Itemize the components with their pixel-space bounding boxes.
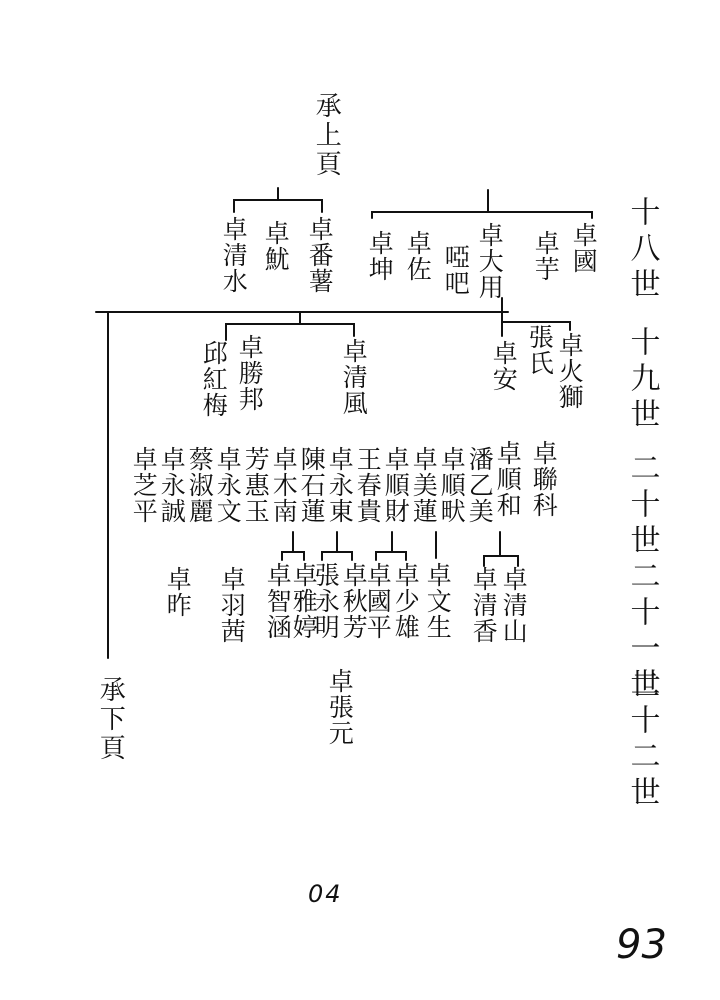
person-gen21: 卓秋芳: [339, 562, 369, 640]
person-gen18: 卓番薯: [305, 216, 335, 294]
generation-label-20: 二十世: [624, 452, 660, 560]
bracket-gen21-e: [484, 556, 518, 566]
person-gen20: 蔡淑麗: [185, 446, 215, 524]
person-gen18: 卓清水: [219, 216, 249, 294]
person-gen19: 邱紅梅: [199, 340, 229, 418]
person-gen21: 卓羽茜: [217, 566, 247, 644]
person-gen18: 卓芋: [531, 230, 561, 282]
person-gen20: 卓永東: [325, 446, 355, 524]
continued-from-previous-page: 承上頁: [311, 92, 342, 179]
person-gen20: 卓永誠: [157, 446, 187, 524]
person-gen18: 卓大用: [475, 222, 505, 300]
person-gen21: 卓清香: [469, 566, 499, 644]
person-gen20: 卓美蓮: [409, 446, 439, 524]
person-gen20: 陳石蓮: [297, 446, 327, 524]
person-gen20: 芳惠玉: [241, 446, 271, 524]
person-gen20: 卓順畎: [437, 446, 467, 524]
person-gen21: 卓少雄: [391, 562, 421, 640]
person-gen20: 潘乙美: [465, 446, 495, 524]
generation-label-22: 二十二世: [624, 668, 660, 812]
person-gen20: 卓木南: [269, 446, 299, 524]
page-number-center: 04: [308, 880, 343, 908]
person-gen21: 卓昨: [163, 566, 193, 618]
person-gen21: 卓國平: [363, 562, 393, 640]
continued-on-next-page: 承下頁: [95, 676, 126, 763]
person-gen19: 卓勝邦: [235, 334, 265, 412]
person-gen21: 張永明: [311, 562, 341, 640]
bracket-gen18-right: [372, 212, 592, 218]
generation-label-19: 十九世: [624, 326, 660, 434]
person-gen18: 卓魷: [261, 220, 291, 272]
person-gen19: 卓清風: [339, 338, 369, 416]
person-gen22: 卓張元: [325, 668, 355, 746]
bracket-gen21-c: [376, 552, 406, 560]
page-number-corner: 93: [616, 922, 667, 968]
person-gen20: 卓聯科: [529, 440, 559, 518]
person-gen19: 張氏: [525, 324, 555, 376]
person-gen20: 卓順財: [381, 446, 411, 524]
person-gen18: 卓坤: [365, 230, 395, 282]
person-gen20: 卓順和: [493, 440, 523, 518]
person-gen18: 卓國: [569, 222, 599, 274]
person-gen20: 王春貴: [353, 446, 383, 524]
person-gen19: 卓安: [489, 340, 519, 392]
bracket-gen18-left: [234, 200, 322, 212]
person-gen20: 卓芝平: [129, 446, 159, 524]
bracket-gen21-a: [282, 552, 304, 560]
person-gen21: 卓文生: [423, 562, 453, 640]
person-gen21: 卓智涵: [263, 562, 293, 640]
person-gen19: 卓火獅: [555, 332, 585, 410]
person-gen18: 卓佐: [403, 230, 433, 282]
person-gen21: 卓清山: [499, 566, 529, 644]
person-gen18: 啞吧: [441, 244, 471, 296]
bracket-gen21-b: [322, 552, 352, 560]
generation-label-21: 二十一世: [624, 560, 660, 704]
generation-label-18: 十八世: [624, 196, 660, 304]
person-gen20: 卓永文: [213, 446, 243, 524]
person-gen21: 卓雅婷: [289, 562, 319, 640]
